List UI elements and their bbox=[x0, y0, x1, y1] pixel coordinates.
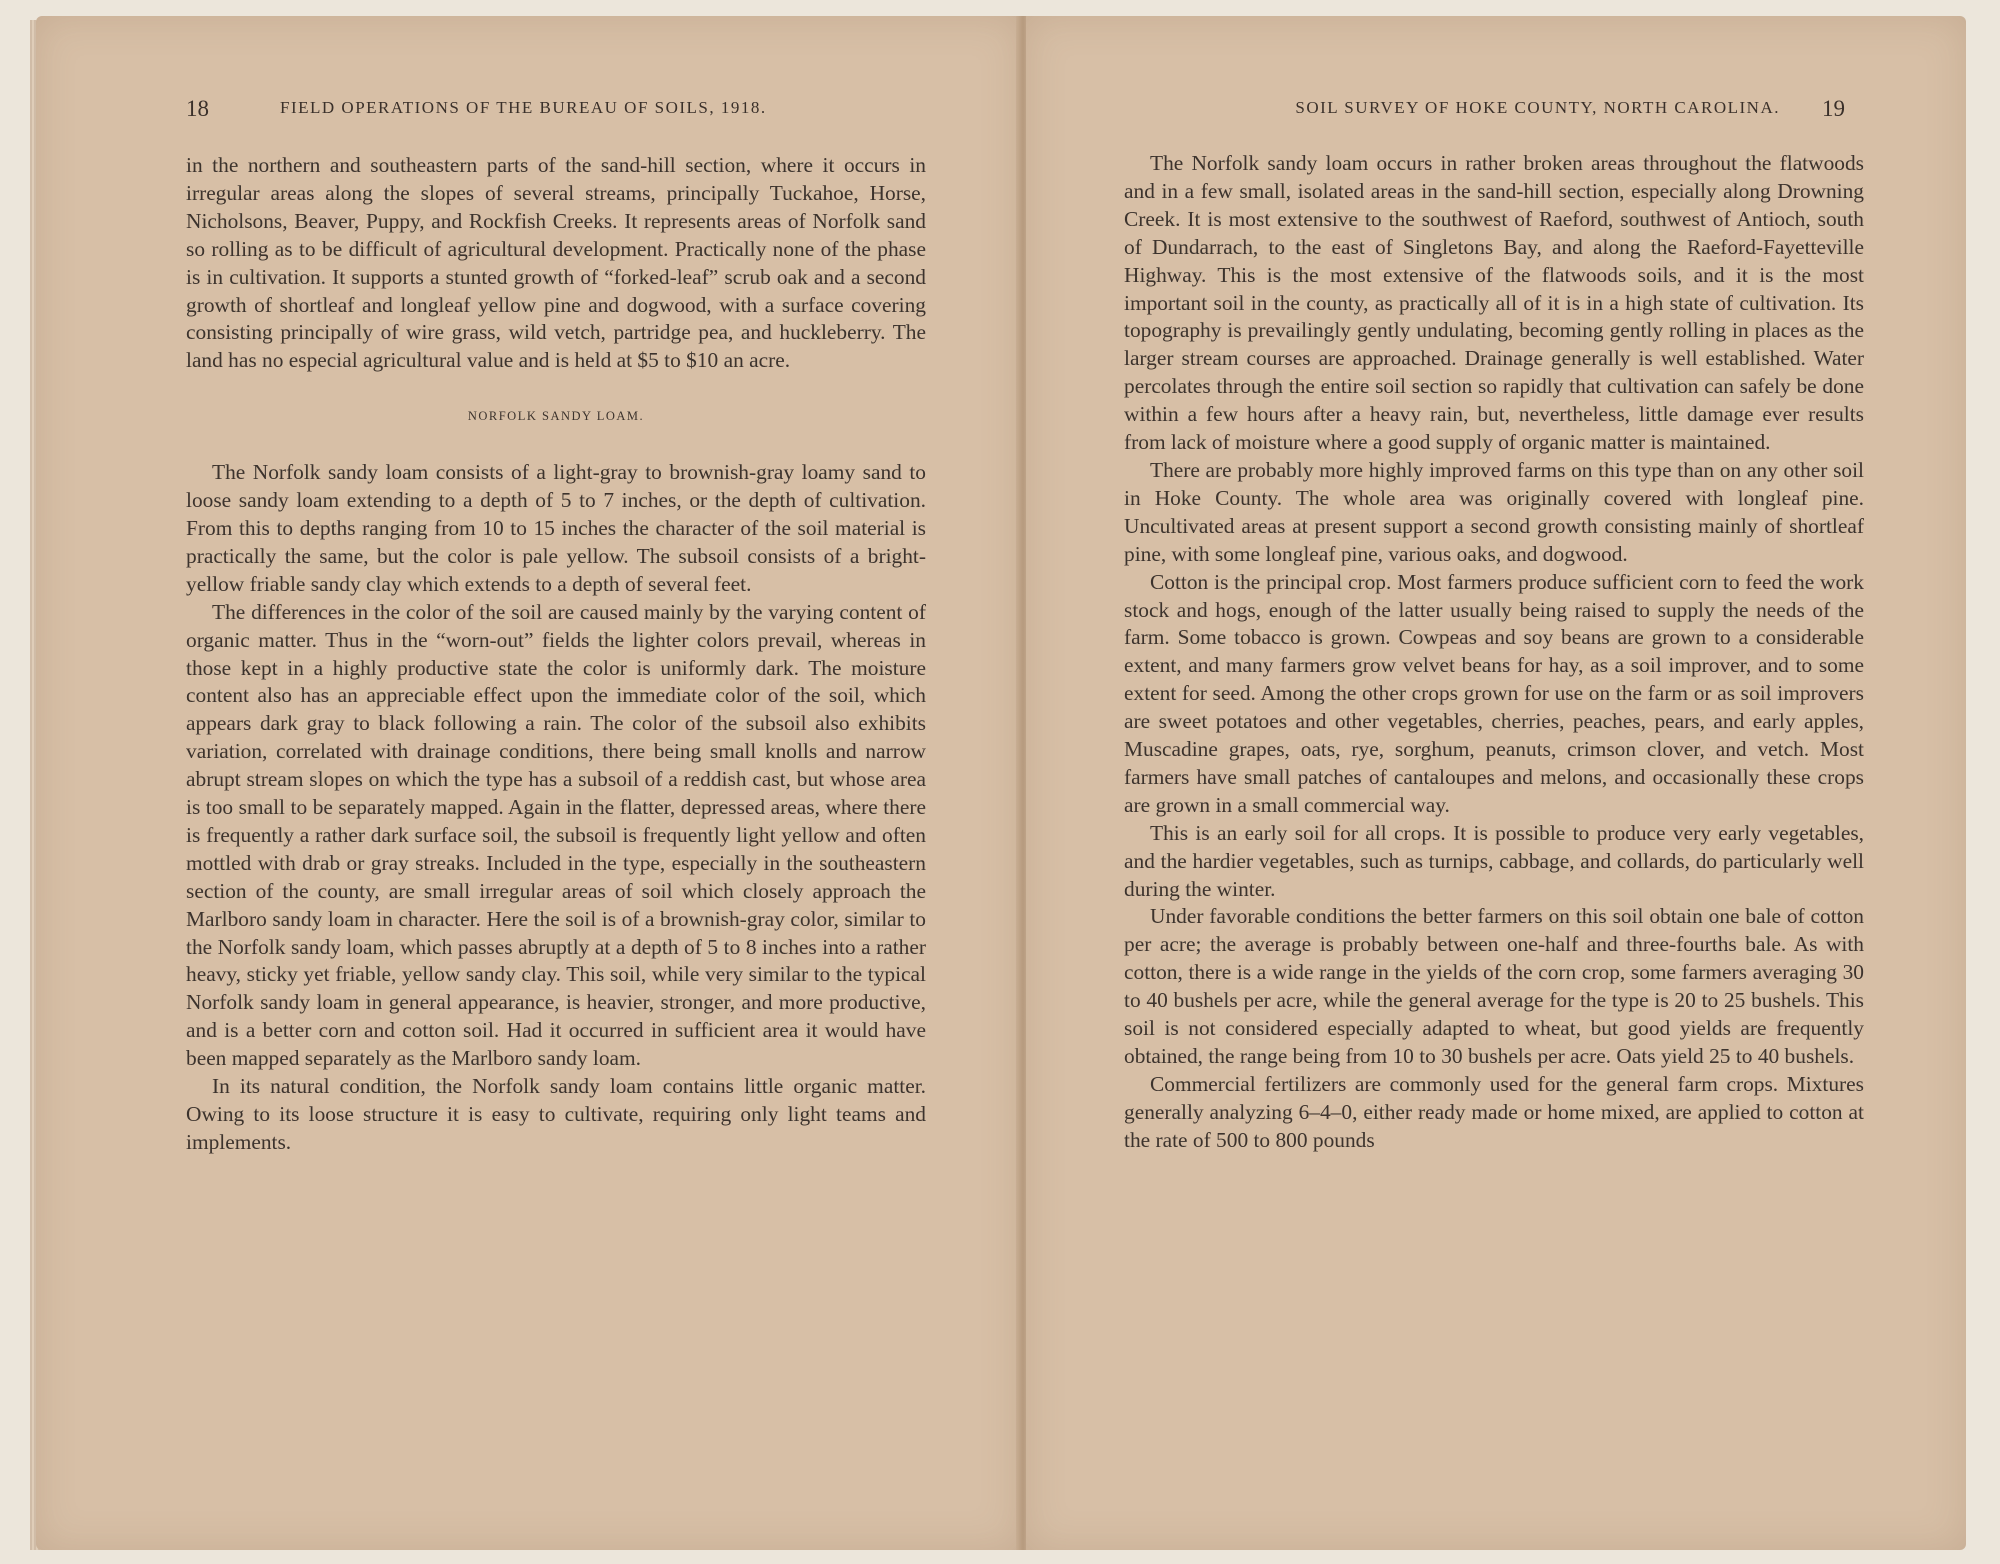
left-page-number: 18 bbox=[186, 96, 209, 121]
body-paragraph: The differences in the color of the soil are caused mainly by the varying content of organic matter. Thus in the “worn-out” fields the lighter colors prevail, whereas in those kept in a highly productive state the color is uniformly dark. The moisture content also has an appreciable effect upon the immediate color of the soil, which appears dark gray to black following a rain. The color of the subsoil also exhibits variation, correlated with drainage conditions, there being small knolls and narrow abrupt stream slopes on which the type has a subsoil of a reddish cast, but whose area is too small to be separately mapped. Again in the flatter, depressed areas, where there is frequently a rather dark surface soil, the subsoil is frequently light yellow and often mottled with drab or gray streaks. Included in the type, especially in the southeastern section of the county, are small irregular areas of soil which closely approach the Marlboro sandy loam in character. Here the soil is of a brownish-gray color, similar to the Norfolk sandy loam, which passes abruptly at a depth of 5 to 8 inches into a rather heavy, sticky yet friable, yellow sandy clay. This soil, while very similar to the typical Norfolk sandy loam in general appearance, is heavier, stronger, and more productive, and is a better corn and cotton soil. Had it occurred in sufficient area it would have been mapped separately as the Marlboro sandy loam. bbox=[186, 599, 926, 1071]
body-paragraph: There are probably more highly improved farms on this type than on any other soil in Hoke County. The whole area was originally covered with longleaf pine. Uncultivated areas at present support a second growth consisting mainly of shortleaf pine, with some longleaf pine, various oaks, and dogwood. bbox=[1124, 457, 1864, 566]
right-page-body bbox=[1124, 150, 1864, 1155]
body-paragraph: Cotton is the principal crop. Most farmers produce sufficient corn to feed the work stock and hogs, enough of the latter usually being raised to supply the needs of the farm. Some tobacco is grown. Cowpeas and soy beans are grown to a considerable extent, and many farmers grow velvet beans for hay, as a soil improver, and to some extent for seed. Among the other crops grown for use on the farm or as soil improvers are sweet potatoes and other vegetables, cherries, peaches, pears, and early apples, Muscadine grapes, oats, rye, sorghum, peanuts, crimson clover, and vetch. Most farmers have small patches of cantaloupes and melons, and occasionally these crops are grown in a small commercial way. bbox=[1124, 569, 1864, 817]
body-paragraph: The Norfolk sandy loam occurs in rather broken areas throughout the flatwoods and in a few small, isolated areas in the sand-hill section, especially along Drowning Creek. It is most extensive to the southwest of Raeford, southwest of Antioch, south of Dundarrach, to the east of Singletons Bay, and along the Raeford-Fayetteville Highway. This is the most extensive of the flatwoods soils, and it is the most important soil in the county, as practically all of it is in a high state of cultivation. Its topography is prevailingly gently undulating, becoming gently rolling in places as the larger stream courses are approached. Drainage generally is well established. Water percolates through the entire soil section so rapidly that cultivation can safely be done within a few hours after a heavy rain, but, nevertheless, little damage ever results from lack of moisture where a good supply of organic matter is maintained. bbox=[1124, 151, 1864, 455]
section-heading: NORFOLK SANDY LOAM. bbox=[467, 409, 645, 424]
body-paragraph: The Norfolk sandy loam consists of a light-gray to brownish-gray loamy sand to loose sandy loam extending to a depth of 5 to 7 inches, or the depth of cultivation. From this to depths ranging from 10 to 15 inches the character of the soil material is practically the same, but the color is pale yellow. The subsoil consists of a bright-yellow friable sandy clay which extends to a depth of several feet. bbox=[186, 460, 926, 596]
left-running-head: FIELD OPERATIONS OF THE BUREAU OF SOILS, 1918. bbox=[280, 98, 767, 117]
body-paragraph: Under favorable conditions the better farmers on this soil obtain one bale of cotton per acre; the average is probably between one-half and three-fourths bale. As with cotton, there is a wide range in the yields of the corn crop, some farmers averaging 30 to 40 bushels per acre, while the general average for the type is 20 to 25 bushels. This soil is not considered especially adapted to wheat, but good yields are frequently obtained, the range being from 10 to 30 bushels per acre. Oats yield 25 to 40 bushels. bbox=[1124, 904, 1864, 1068]
right-running-head: SOIL SURVEY OF HOKE COUNTY, NORTH CAROLINA. bbox=[1295, 98, 1780, 117]
body-paragraph: In its natural condition, the Norfolk sandy loam contains little organic matter. Owing to its loose structure it is easy to cultivate, requiring only light teams and implements. bbox=[186, 1074, 926, 1154]
left-page-body bbox=[186, 152, 926, 1157]
right-page-number: 19 bbox=[1822, 96, 1845, 121]
body-paragraph: This is an early soil for all crops. It is possible to produce very early vegetables, and the hardier vegetables, such as turnips, cabbage, and collards, do particularly well during the winter. bbox=[1124, 820, 1864, 901]
continuation-paragraph: in the northern and southeastern parts of the sand-hill section, where it occurs in irregular areas along the slopes of several streams, principally Tuckahoe, Horse, Nicholsons, Beaver, Puppy, and Rockfish Creeks. It represents areas of Norfolk sand so rolling as to be difficult of agricultural development. Practically none of the phase is in cultivation. It supports a stunted growth of “forked-leaf” scrub oak and a second growth of shortleaf and longleaf yellow pine and dogwood, with a surface covering consisting principally of wire grass, wild vetch, partridge pea, and huckleberry. The land has no especial agricultural value and is held at $5 to $10 an acre. bbox=[186, 153, 926, 373]
body-paragraph: Commercial fertilizers are commonly used for the general farm crops. Mixtures generally analyzing 6–4–0, either ready made or home mixed, are applied to cotton at the rate of 500 to 800 pounds bbox=[1124, 1071, 1864, 1152]
